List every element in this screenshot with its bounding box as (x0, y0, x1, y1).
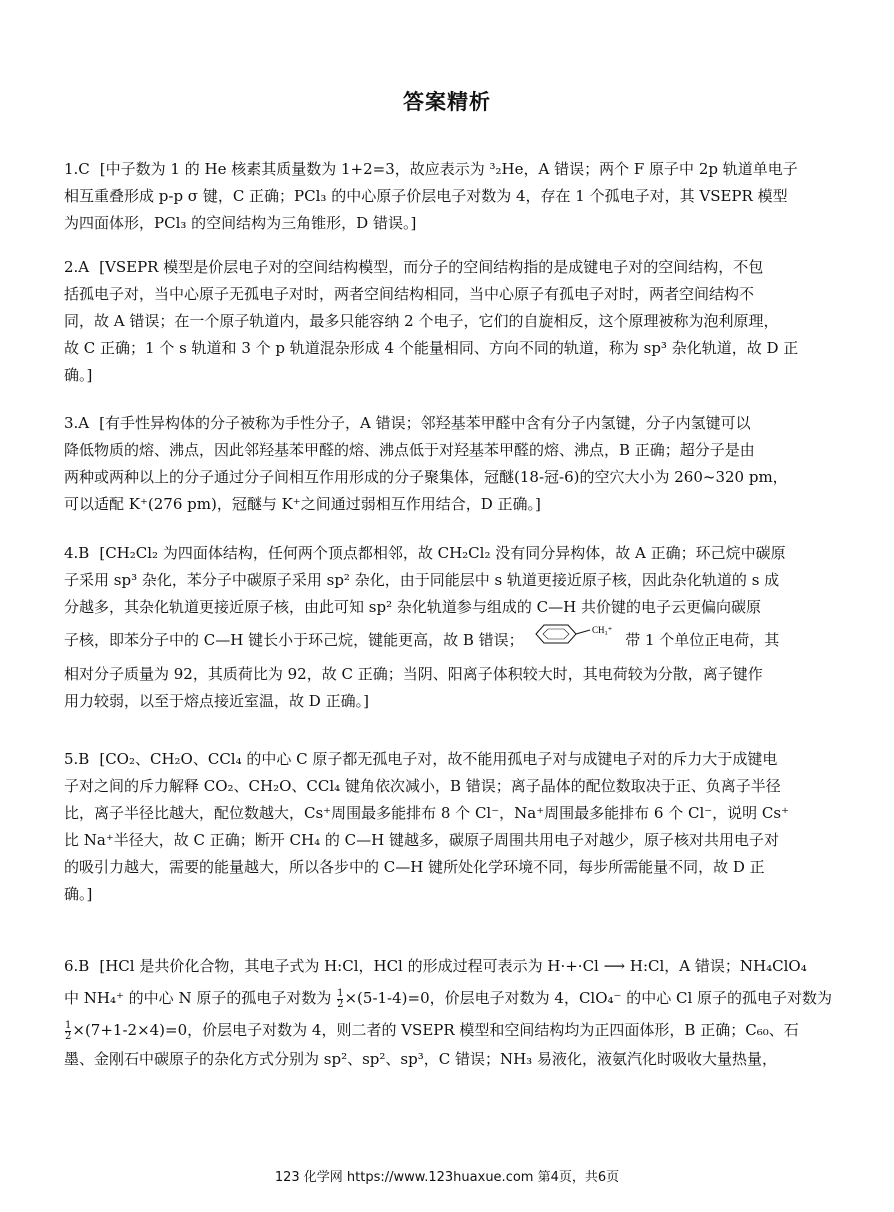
answer-line: 确。] (64, 366, 93, 384)
answer-line: 的吸引力越大，需要的能量越大，所以各步中的 C—H 键所处化学环境不同，每步所需能量不同，故 D 正 (64, 858, 765, 876)
fraction-denominator: 2 (337, 998, 344, 1010)
answer-label: 3.A (64, 414, 90, 432)
fraction-denominator: 2 (65, 1030, 72, 1042)
ring-label: CH₃⁺ (592, 625, 613, 635)
answer-5 (64, 746, 840, 908)
answer-line: 可以适配 K⁺(276 pm)，冠醚与 K⁺之间通过弱相互作用结合，D 正确。] (64, 495, 541, 513)
answer-line: 分越多，其杂化轨道更接近原子核，由此可知 sp² 杂化轨道参与组成的 C—H 共价键的电子云更偏向碳原 (64, 598, 761, 616)
answer-line: 括孤电子对，当中心原子无孤电子对时，两者空间结构相同，当中心原子有孤电子对时，两者空间结构不 (64, 285, 755, 303)
answer-line: 比，离子半径比越大，配位数越大，Cs⁺周围最多能排布 8 个 Cl⁻，Na⁺周围最多能排布 6 个 Cl⁻，说明 Cs⁺ (64, 804, 790, 822)
answer-line (64, 982, 840, 1014)
answer-line: 子采用 sp³ 杂化，苯分子中碳原子采用 sp² 杂化，由于同能层中 s 轨道更接近原子核，因此杂化轨道的 s 成 (64, 571, 780, 589)
answer-label: 4.B (64, 544, 90, 562)
answer-text: [CO₂、CH₂O、CCl₄ 的中心 C 原子都无孤电子对，故不能用孤电子对与成键电子对的斥力大于成键电 (99, 750, 778, 768)
answer-line (64, 254, 840, 281)
answer-text: ×(5-1-4)=0，价层电子对数为 4，ClO₄⁻ 的中心 Cl 原子的孤电子对数为 (344, 989, 833, 1007)
answer-line: 两种或两种以上的分子通过分子间相互作用形成的分子聚集体，冠醚(18-冠-6)的空穴大小为 260~320 pm， (64, 468, 788, 486)
answer-line: 墨、金刚石中碳原子的杂化方式分别为 sp²、sp²、sp³，C 错误；NH₃ 易液化，液氨汽化时吸收大量热量， (64, 1050, 777, 1068)
answer-line: 子对之间的斥力解释 CO₂、CH₂O、CCl₄ 键角依次减小，B 错误；离子晶体的配位数取决于正、负离子半径 (64, 777, 781, 795)
answer-line (64, 746, 840, 773)
answer-line: 用力较弱，以至于熔点接近室温，故 D 正确。] (64, 692, 369, 710)
answer-line: 相互重叠形成 p-p σ 键，C 正确；PCl₃ 的中心原子价层电子对数为 4，存在 1 个孤电子对，其 VSEPR 模型 (64, 187, 788, 205)
answer-line: 确。] (64, 885, 93, 903)
answer-line (64, 540, 840, 567)
answer-2 (64, 254, 840, 389)
answer-line: 故 C 正确；1 个 s 轨道和 3 个 p 轨道混杂形成 4 个能量相同、方向不同的轨道，称为 sp³ 杂化轨道，故 D 正 (64, 339, 799, 357)
answer-line: 同，故 A 错误；在一个原子轨道内，最多只能容纳 2 个电子，它们的自旋相反，这个原理被称为泡利原理， (64, 312, 779, 330)
answer-text: [有手性异构体的分子被称为手性分子，A 错误；邻羟基苯甲醛中含有分子内氢键，分子内氢键可以 (99, 414, 751, 432)
answer-line (64, 156, 840, 183)
answer-text: 带 1 个单位正电荷，其 (625, 631, 780, 649)
answer-4 (64, 540, 840, 715)
page-footer: 123 化学网 https://www.123huaxue.com 第4页，共6页 (274, 1170, 620, 1185)
answer-3 (64, 410, 840, 518)
answer-text: [中子数为 1 的 He 核素其质量数为 1+2=3，故应表示为 ³₂He，A 错误；两个 F 原子中 2p 轨道单电子 (99, 160, 798, 178)
answer-line (64, 950, 840, 982)
benzene-ring-icon (532, 621, 616, 661)
fraction (65, 1021, 71, 1042)
answer-label: 1.C (64, 160, 90, 178)
answer-label: 6.B (64, 957, 90, 975)
fraction-numerator: 1 (65, 1019, 72, 1031)
answer-line (64, 410, 840, 437)
answer-label: 2.A (64, 258, 90, 276)
answer-6 (64, 950, 840, 1073)
answer-line (64, 621, 840, 661)
answer-text: [CH₂Cl₂ 为四面体结构，任何两个顶点都相邻，故 CH₂Cl₂ 没有同分异构体，故 A 正确；环己烷中碳原 (99, 544, 786, 562)
answer-label: 5.B (64, 750, 90, 768)
answer-1 (64, 156, 840, 237)
answer-text: [HCl 是共价化合物，其电子式为 H:Cl，HCl 的形成过程可表示为 H·+·Cl ⟶ H:Cl，A 错误；NH₄ClO₄ (99, 957, 807, 975)
answer-text: 中 NH₄⁺ 的中心 N 原子的孤电子对数为 (64, 989, 337, 1007)
answer-line (64, 1014, 840, 1046)
answer-text: ×(7+1-2×4)=0，价层电子对数为 4，则二者的 VSEPR 模型和空间结构均为正四面体形，B 正确；C₆₀、石 (72, 1021, 799, 1039)
fraction (337, 989, 343, 1010)
page-title: 答案精析 (403, 90, 491, 114)
fraction-numerator: 1 (337, 987, 344, 999)
answer-line: 降低物质的熔、沸点，因此邻羟基苯甲醛的熔、沸点低于对羟基苯甲醛的熔、沸点，B 正确；超分子是由 (64, 441, 755, 459)
answer-line: 比 Na⁺半径大，故 C 正确；断开 CH₄ 的 C—H 键越多，碳原子周围共用电子对越少，原子核对共用电子对 (64, 831, 779, 849)
answer-line: 为四面体形，PCl₃ 的空间结构为三角锥形，D 错误。] (64, 214, 417, 232)
answer-text: [VSEPR 模型是价层电子对的空间结构模型，而分子的空间结构指的是成键电子对的空间结构，不包 (99, 258, 764, 276)
answer-text: 子核，即苯分子中的 C—H 键长小于环己烷，键能更高，故 B 错误； (64, 631, 524, 649)
answer-line: 相对分子质量为 92，其质荷比为 92，故 C 正确；当阴、阳离子体积较大时，其电荷较为分散，离子键作 (64, 665, 763, 683)
